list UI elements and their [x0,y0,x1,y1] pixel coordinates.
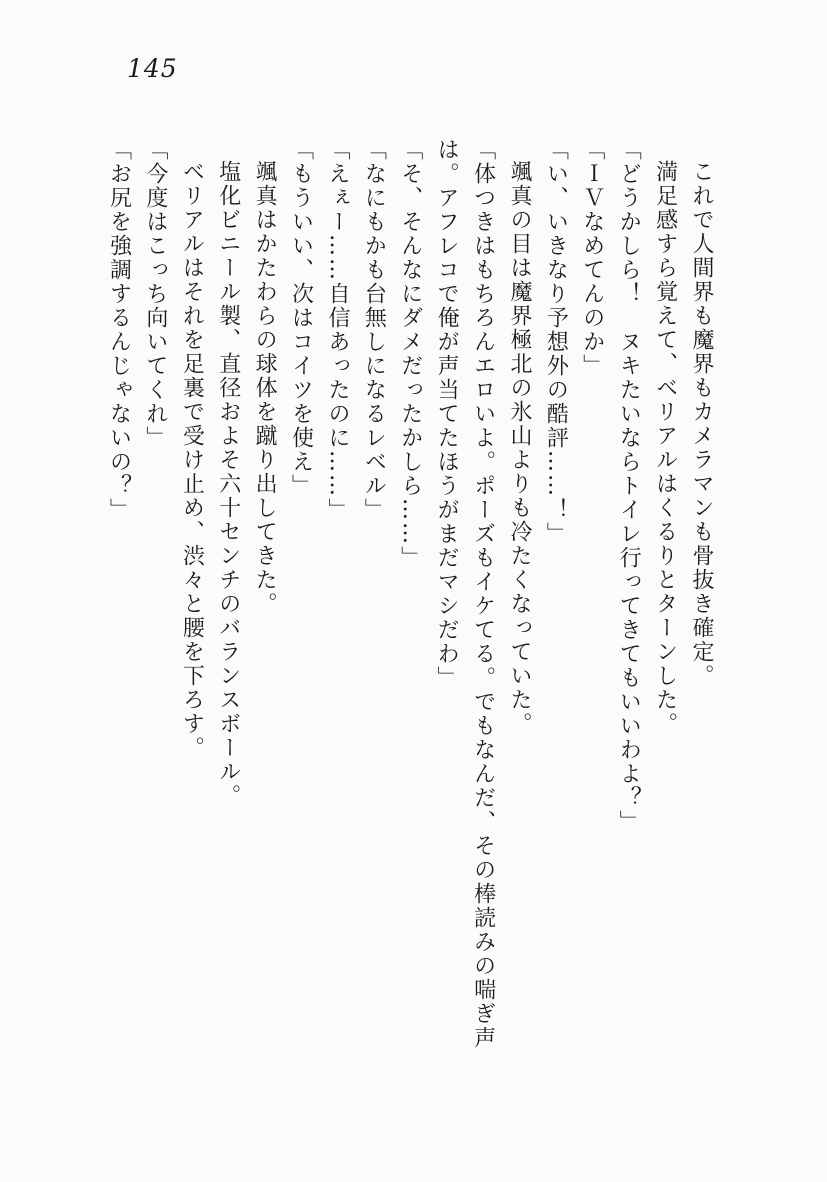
dialogue-paragraph: 「い、いきなり予想外の酷評……！」 [543,138,569,546]
dialogue-paragraph: 「もういい、次はコイツを使え」 [288,138,314,498]
dialogue-paragraph: 「体つきはもちろんエロいよ。ポーズもイケてる。でもなんだ、その棒読みの喘ぎ声は。アフレコで俺が声当てたほうがまだマシだわ」 [434,138,496,1050]
vertical-text-block [100,138,719,1063]
dialogue-paragraph: 「ＩＶなめてんのか」 [579,138,605,378]
page-number: 145 [127,54,178,83]
narrative-paragraph: 颯真の目は魔界極北の氷山よりも冷たくなっていた。 [506,160,532,736]
dialogue-paragraph: 「そ、そんなにダメだったかしら……」 [397,138,423,570]
dialogue-paragraph: 「なにもかも台無しになるレベル」 [361,138,387,522]
narrative-paragraph: 塩化ビニール製、直径およそ六十センチのバランスボール。 [215,160,241,808]
dialogue-paragraph: 「えぇー……自信あったのに……」 [324,138,350,522]
dialogue-paragraph: 「お尻を強調するんじゃないの？」 [106,138,132,522]
narrative-paragraph: これで人間界も魔界もカメラマンも骨抜き確定。 [689,160,714,688]
narrative-paragraph: 満足感すら覚えて、ベリアルはくるりとターンした。 [652,160,678,736]
dialogue-paragraph: 「どうかしら！ ヌキたいならトイレ行ってきてもいいわよ？」 [616,138,642,834]
narrative-paragraph: ベリアルはそれを足裏で受け止め、渋々と腰を下ろす。 [179,160,205,760]
narrative-paragraph: 颯真はかたわらの球体を蹴り出してきた。 [252,160,278,616]
dialogue-paragraph: 「今度はこっち向いてくれ」 [142,138,168,450]
